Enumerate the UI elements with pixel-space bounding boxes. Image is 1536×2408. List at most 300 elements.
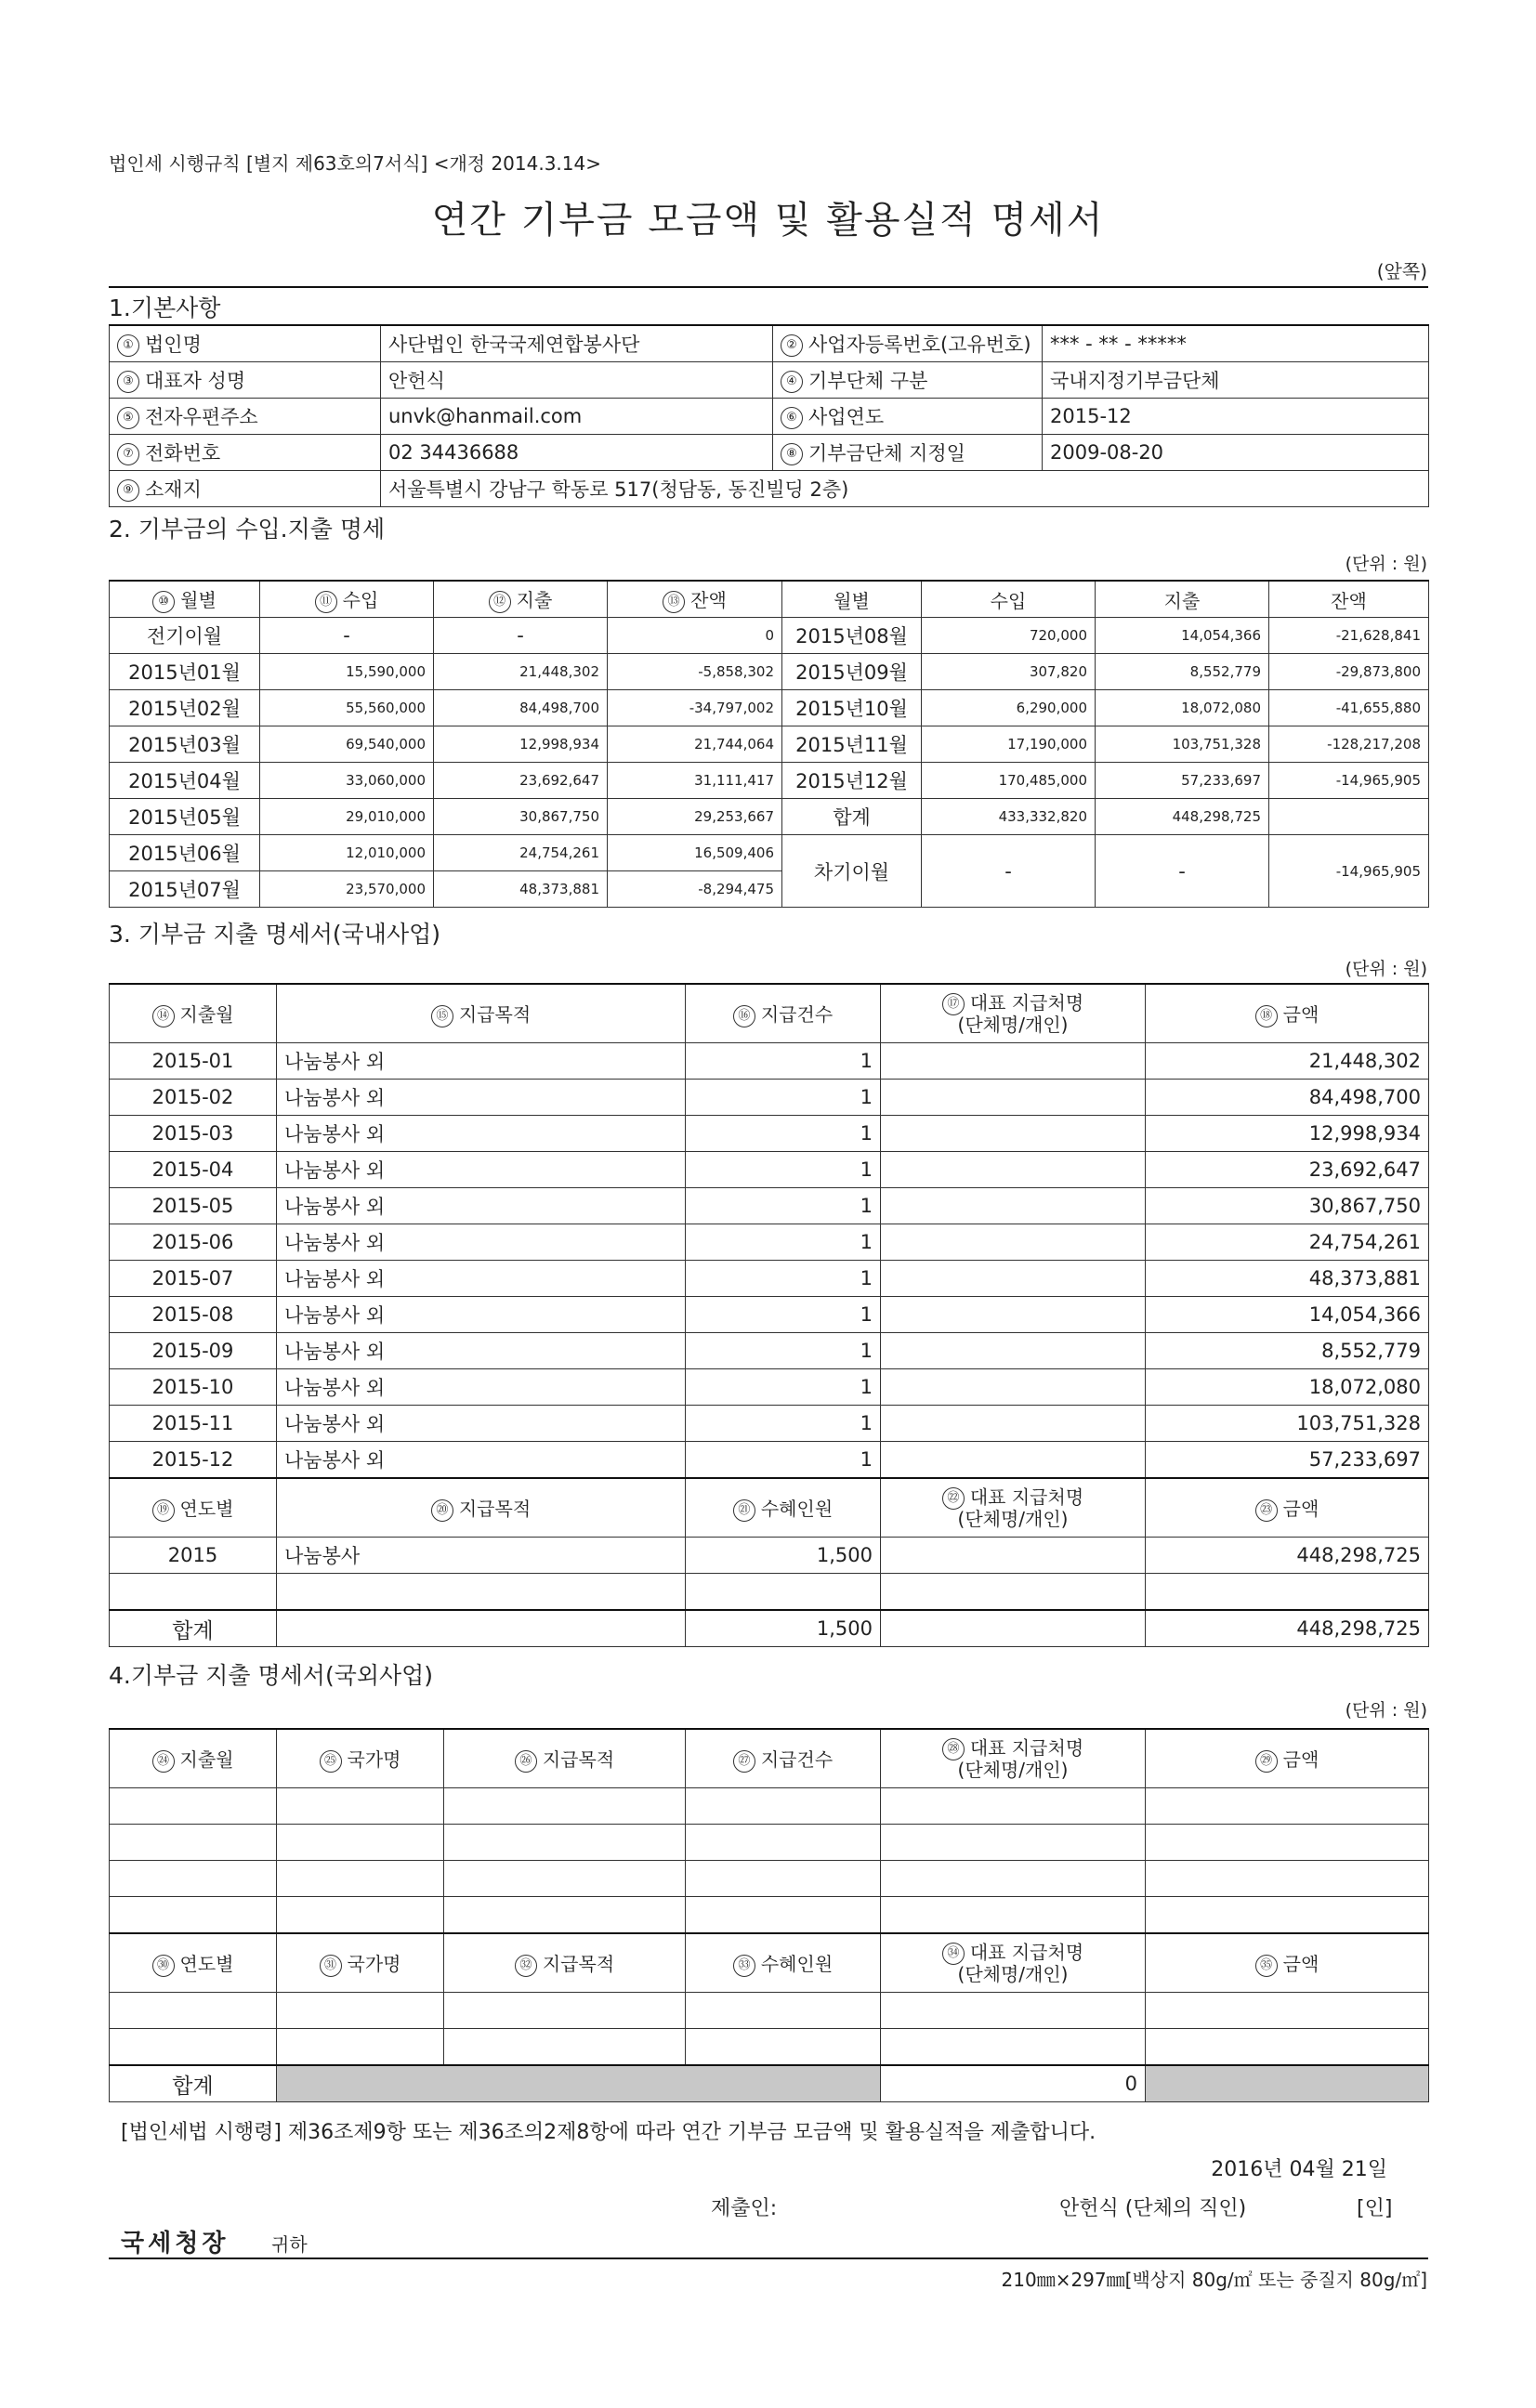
recipient: 국세청장 bbox=[121, 2230, 230, 2258]
balance-cell: -14,965,905 bbox=[1269, 763, 1429, 799]
item-number-icon: ⑰ bbox=[942, 993, 965, 1015]
month-cell: 2015년09월 bbox=[782, 654, 922, 690]
expense-cell: 21,448,302 bbox=[434, 654, 608, 690]
item-number-icon: ㉟ bbox=[1255, 1955, 1278, 1977]
submission-date: 2016년 04월 21일 bbox=[1211, 2158, 1387, 2181]
balance-cell: -5,858,302 bbox=[608, 654, 782, 690]
column-header bbox=[1146, 1478, 1429, 1538]
column-header bbox=[608, 581, 782, 618]
empty-cell bbox=[686, 1574, 881, 1611]
amount-cell: 18,072,080 bbox=[1146, 1369, 1429, 1406]
income-expense-table bbox=[109, 580, 1429, 908]
empty-cell bbox=[444, 1993, 686, 2029]
empty-cell bbox=[881, 1788, 1146, 1825]
header-label: 수입 bbox=[342, 589, 379, 612]
empty-cell bbox=[881, 1610, 1146, 1647]
amount-cell: 30,867,750 bbox=[1146, 1188, 1429, 1224]
item-number-icon: ⑩ bbox=[152, 591, 175, 613]
column-header bbox=[922, 581, 1096, 618]
empty-cell bbox=[686, 1825, 881, 1861]
empty-cell bbox=[277, 1610, 686, 1647]
header-label: 대표 지급처명 bbox=[969, 991, 1084, 1014]
table-row bbox=[110, 690, 1429, 726]
purpose-cell: 나눔봉사 외 bbox=[277, 1369, 686, 1406]
count-cell: 1 bbox=[686, 1297, 881, 1333]
total-people-cell: 0 bbox=[881, 2065, 1146, 2102]
section2-heading: 2. 기부금의 수입.지출 명세 bbox=[109, 516, 386, 543]
empty-cell bbox=[444, 1861, 686, 1897]
purpose-cell: 나눔봉사 외 bbox=[277, 1261, 686, 1297]
amount-cell: 23,692,647 bbox=[1146, 1152, 1429, 1188]
header-label: 수입 bbox=[990, 589, 1027, 612]
amount-cell: 8,552,779 bbox=[1146, 1333, 1429, 1369]
item-number-icon: ⑤ bbox=[117, 407, 139, 429]
amount-cell: 12,998,934 bbox=[1146, 1116, 1429, 1152]
column-header bbox=[110, 1933, 277, 1993]
amount-cell: 103,751,328 bbox=[1146, 1406, 1429, 1442]
table-row bbox=[110, 763, 1429, 799]
item-number-icon: ② bbox=[781, 334, 803, 357]
income-cell: 12,010,000 bbox=[260, 835, 434, 871]
table-row bbox=[110, 1369, 1429, 1406]
month-cell: 2015년02월 bbox=[110, 690, 260, 726]
balance-cell: 31,111,417 bbox=[608, 763, 782, 799]
empty-cell bbox=[1146, 1788, 1429, 1825]
field-value: 국내지정기부금단체 bbox=[1043, 362, 1429, 399]
month-cell: 2015년10월 bbox=[782, 690, 922, 726]
month-cell: 2015-03 bbox=[110, 1116, 277, 1152]
balance-cell bbox=[1269, 799, 1429, 835]
item-number-icon: ㉗ bbox=[733, 1750, 755, 1773]
column-header bbox=[1146, 1933, 1429, 1993]
field-value: 사단법인 한국국제연합봉사단 bbox=[381, 325, 773, 362]
payee-cell bbox=[881, 1152, 1146, 1188]
section4-unit: (단위 : 원) bbox=[1345, 1700, 1427, 1721]
balance-cell: -21,628,841 bbox=[1269, 618, 1429, 654]
amount-cell: 21,448,302 bbox=[1146, 1043, 1429, 1080]
balance-cell: -29,873,800 bbox=[1269, 654, 1429, 690]
amount-cell: 14,054,366 bbox=[1146, 1297, 1429, 1333]
empty-cell bbox=[277, 1825, 444, 1861]
purpose-cell: 나눔봉사 외 bbox=[277, 1188, 686, 1224]
empty-row bbox=[110, 1825, 1429, 1861]
balance-cell: 29,253,667 bbox=[608, 799, 782, 835]
balance-cell: 16,509,406 bbox=[608, 835, 782, 871]
field-label bbox=[773, 325, 1043, 362]
shaded-cell bbox=[1146, 2065, 1429, 2102]
income-cell: 23,570,000 bbox=[260, 871, 434, 908]
empty-cell bbox=[686, 1897, 881, 1934]
purpose-cell: 나눔봉사 외 bbox=[277, 1080, 686, 1116]
month-cell: 2015년06월 bbox=[110, 835, 260, 871]
column-header bbox=[277, 984, 686, 1043]
header-label: 지출월 bbox=[179, 1003, 234, 1027]
payee-cell bbox=[881, 1442, 1146, 1479]
empty-cell bbox=[881, 1897, 1146, 1934]
income-cell: 720,000 bbox=[922, 618, 1096, 654]
carry-expense-cell: - bbox=[1096, 835, 1269, 908]
field-value: 02 34436688 bbox=[381, 435, 773, 471]
table-row bbox=[110, 1188, 1429, 1224]
item-number-icon: ㉖ bbox=[515, 1750, 537, 1773]
item-number-icon: ⑦ bbox=[117, 443, 139, 465]
total-amount-cell: 448,298,725 bbox=[1146, 1610, 1429, 1647]
income-cell: 55,560,000 bbox=[260, 690, 434, 726]
month-cell: 2015-07 bbox=[110, 1261, 277, 1297]
empty-cell bbox=[110, 2029, 277, 2066]
header-label: 월별 bbox=[180, 589, 217, 612]
purpose-cell: 나눔봉사 외 bbox=[277, 1297, 686, 1333]
amount-cell: 448,298,725 bbox=[1146, 1538, 1429, 1574]
field-label bbox=[110, 362, 381, 399]
empty-cell bbox=[686, 1861, 881, 1897]
field-label bbox=[773, 362, 1043, 399]
month-cell: 2015-10 bbox=[110, 1369, 277, 1406]
payee-cell bbox=[881, 1538, 1146, 1574]
payee-cell bbox=[881, 1369, 1146, 1406]
amount-cell: 48,373,881 bbox=[1146, 1261, 1429, 1297]
item-number-icon: ㉜ bbox=[515, 1955, 537, 1977]
month-cell: 2015년04월 bbox=[110, 763, 260, 799]
table-row bbox=[110, 654, 1429, 690]
empty-cell bbox=[277, 2029, 444, 2066]
section4-heading: 4.기부금 지출 명세서(국외사업) bbox=[109, 1662, 434, 1689]
purpose-cell: 나눔봉사 외 bbox=[277, 1224, 686, 1261]
header-label: 법인명 bbox=[145, 334, 202, 356]
header-sublabel: (단체명/개인) bbox=[957, 1963, 1069, 1985]
month-cell: 2015-06 bbox=[110, 1224, 277, 1261]
total-label: 합계 bbox=[110, 1610, 277, 1647]
column-header bbox=[434, 581, 608, 618]
paper-spec: 210㎜×297㎜[백상지 80g/㎡ 또는 중질지 80g/㎡] bbox=[1001, 2269, 1427, 2291]
income-cell: 15,590,000 bbox=[260, 654, 434, 690]
column-header bbox=[1146, 1729, 1429, 1788]
expense-cell: 48,373,881 bbox=[434, 871, 608, 908]
item-number-icon: ⑯ bbox=[733, 1005, 755, 1027]
total-label: 합계 bbox=[110, 2065, 277, 2102]
recipient-suffix: 귀하 bbox=[271, 2233, 308, 2256]
empty-cell bbox=[1146, 1574, 1429, 1611]
table-row bbox=[110, 1116, 1429, 1152]
empty-row bbox=[110, 1788, 1429, 1825]
field-label bbox=[110, 435, 381, 471]
total-row bbox=[110, 1610, 1429, 1647]
submitter-name: 안헌식 (단체의 직인) bbox=[1059, 2197, 1247, 2220]
table-row bbox=[110, 726, 1429, 763]
item-number-icon: ⑳ bbox=[431, 1499, 453, 1522]
month-cell: 2015-08 bbox=[110, 1297, 277, 1333]
income-cell: 69,540,000 bbox=[260, 726, 434, 763]
column-header bbox=[782, 581, 922, 618]
expense-cell: 448,298,725 bbox=[1096, 799, 1269, 835]
header-label: 잔액 bbox=[1331, 589, 1367, 612]
table-row bbox=[110, 835, 1429, 871]
header-label: 대표 지급처명 bbox=[969, 1485, 1084, 1509]
empty-cell bbox=[881, 1825, 1146, 1861]
header-label: 지급건수 bbox=[760, 1748, 834, 1772]
item-number-icon: ㉘ bbox=[942, 1738, 965, 1760]
section2-unit: (단위 : 원) bbox=[1345, 554, 1427, 574]
carry-income-cell: - bbox=[922, 835, 1096, 908]
basic-info-row bbox=[110, 399, 1429, 435]
item-number-icon: ⑭ bbox=[152, 1005, 175, 1027]
count-cell: 1 bbox=[686, 1080, 881, 1116]
empty-cell bbox=[686, 1993, 881, 2029]
column-header bbox=[277, 1478, 686, 1538]
item-number-icon: ㉑ bbox=[733, 1499, 755, 1522]
year-cell: 2015 bbox=[110, 1538, 277, 1574]
count-cell: 1 bbox=[686, 1116, 881, 1152]
column-header bbox=[444, 1933, 686, 1993]
column-header bbox=[110, 1729, 277, 1788]
income-cell: 307,820 bbox=[922, 654, 1096, 690]
balance-cell: -34,797,002 bbox=[608, 690, 782, 726]
shaded-cell bbox=[277, 2065, 881, 2102]
payee-cell bbox=[881, 1224, 1146, 1261]
month-cell: 2015년07월 bbox=[110, 871, 260, 908]
purpose-cell: 나눔봉사 외 bbox=[277, 1116, 686, 1152]
income-cell: 29,010,000 bbox=[260, 799, 434, 835]
column-header bbox=[1146, 984, 1429, 1043]
header-label: 지출월 bbox=[179, 1748, 234, 1772]
expense-cell: 8,552,779 bbox=[1096, 654, 1269, 690]
item-number-icon: ④ bbox=[781, 371, 803, 393]
empty-cell bbox=[277, 1897, 444, 1934]
column-header bbox=[686, 984, 881, 1043]
basic-info-table bbox=[109, 324, 1429, 507]
header-label: 기부단체 구분 bbox=[808, 370, 928, 392]
income-cell: 433,332,820 bbox=[922, 799, 1096, 835]
header-label: 사업자등록번호(고유번호) bbox=[808, 334, 1031, 356]
year-header-row bbox=[110, 1478, 1429, 1538]
basic-info-row bbox=[110, 325, 1429, 362]
column-header bbox=[277, 1933, 444, 1993]
header-label: 수혜인원 bbox=[760, 1498, 834, 1521]
empty-cell bbox=[277, 1574, 686, 1611]
amount-cell: 57,233,697 bbox=[1146, 1442, 1429, 1479]
empty-cell bbox=[277, 1993, 444, 2029]
header-label: 지출 bbox=[516, 589, 553, 612]
count-cell: 1 bbox=[686, 1442, 881, 1479]
payee-cell bbox=[881, 1043, 1146, 1080]
header-sublabel: (단체명/개인) bbox=[957, 1014, 1069, 1036]
purpose-cell: 나눔봉사 외 bbox=[277, 1406, 686, 1442]
empty-row bbox=[110, 1897, 1429, 1934]
purpose-cell: 나눔봉사 외 bbox=[277, 1152, 686, 1188]
item-number-icon: ⑫ bbox=[489, 591, 511, 613]
month-cell: 2015-09 bbox=[110, 1333, 277, 1369]
header-label: 연도별 bbox=[179, 1498, 234, 1521]
empty-row bbox=[110, 1574, 1429, 1611]
balance-cell: -41,655,880 bbox=[1269, 690, 1429, 726]
basic-info-row bbox=[110, 435, 1429, 471]
table-header-row bbox=[110, 1729, 1429, 1788]
field-label bbox=[773, 435, 1043, 471]
purpose-cell: 나눔봉사 bbox=[277, 1538, 686, 1574]
header-label: 지급목적 bbox=[458, 1498, 532, 1521]
header-label: 지출 bbox=[1163, 589, 1201, 612]
address-value: 서울특별시 강남구 학동로 517(청담동, 동진빌딩 2층) bbox=[381, 471, 1429, 507]
empty-cell bbox=[1146, 2029, 1429, 2066]
header-label: 사업연도 bbox=[808, 406, 885, 428]
month-cell: 2015-11 bbox=[110, 1406, 277, 1442]
empty-cell bbox=[110, 1825, 277, 1861]
payee-cell bbox=[881, 1406, 1146, 1442]
month-cell: 2015년12월 bbox=[782, 763, 922, 799]
item-number-icon: ㉚ bbox=[152, 1955, 175, 1977]
column-header bbox=[1269, 581, 1429, 618]
header-label: 전자우편주소 bbox=[145, 406, 258, 428]
carry-balance-cell: -14,965,905 bbox=[1269, 835, 1429, 908]
header-label: 잔액 bbox=[690, 589, 727, 612]
header-label: 지급목적 bbox=[542, 1748, 615, 1772]
count-cell: 1 bbox=[686, 1333, 881, 1369]
header-sublabel: (단체명/개인) bbox=[957, 1508, 1069, 1530]
empty-cell bbox=[110, 1861, 277, 1897]
item-number-icon: ⑪ bbox=[315, 591, 337, 613]
header-label: 기부금단체 지정일 bbox=[808, 442, 965, 465]
table-row bbox=[110, 799, 1429, 835]
item-number-icon: ⑬ bbox=[663, 591, 685, 613]
month-cell: 2015년11월 bbox=[782, 726, 922, 763]
empty-row bbox=[110, 2029, 1429, 2066]
table-row bbox=[110, 1080, 1429, 1116]
purpose-cell: 나눔봉사 외 bbox=[277, 1043, 686, 1080]
item-number-icon: ㉙ bbox=[1255, 1750, 1278, 1773]
empty-cell bbox=[1146, 1825, 1429, 1861]
payee-cell bbox=[881, 1333, 1146, 1369]
count-cell: 1 bbox=[686, 1188, 881, 1224]
payee-cell bbox=[881, 1297, 1146, 1333]
count-cell: 1 bbox=[686, 1369, 881, 1406]
month-cell: 2015년05월 bbox=[110, 799, 260, 835]
empty-cell bbox=[110, 1993, 277, 2029]
front-side-label: (앞쪽) bbox=[1376, 260, 1427, 282]
payee-cell bbox=[881, 1188, 1146, 1224]
empty-cell bbox=[444, 1788, 686, 1825]
month-cell: 전기이월 bbox=[110, 618, 260, 654]
table-row bbox=[110, 1152, 1429, 1188]
expense-cell: 103,751,328 bbox=[1096, 726, 1269, 763]
count-cell: 1 bbox=[686, 1224, 881, 1261]
header-label: 국가명 bbox=[347, 1953, 401, 1976]
overseas-expense-table bbox=[109, 1728, 1429, 2102]
header-label: 금액 bbox=[1282, 1498, 1319, 1521]
income-cell: 6,290,000 bbox=[922, 690, 1096, 726]
empty-cell bbox=[881, 2029, 1146, 2066]
empty-cell bbox=[110, 1897, 277, 1934]
empty-row bbox=[110, 1861, 1429, 1897]
field-value: 안헌식 bbox=[381, 362, 773, 399]
expense-cell: 30,867,750 bbox=[434, 799, 608, 835]
item-number-icon: ⑲ bbox=[152, 1499, 175, 1522]
column-header bbox=[1096, 581, 1269, 618]
header-label: 금액 bbox=[1282, 1003, 1319, 1027]
month-cell: 2015년08월 bbox=[782, 618, 922, 654]
count-cell: 1 bbox=[686, 1406, 881, 1442]
item-number-icon: ① bbox=[117, 334, 139, 357]
balance-cell: -128,217,208 bbox=[1269, 726, 1429, 763]
expense-cell: - bbox=[434, 618, 608, 654]
header-label: 대표 지급처명 bbox=[969, 1941, 1084, 1964]
basic-info-row bbox=[110, 362, 1429, 399]
field-value: 2009-08-20 bbox=[1043, 435, 1429, 471]
header-label: 지급건수 bbox=[760, 1003, 834, 1027]
seal-mark: [인] bbox=[1357, 2197, 1393, 2220]
month-cell: 2015-02 bbox=[110, 1080, 277, 1116]
item-number-icon: ⑧ bbox=[781, 443, 803, 465]
column-header bbox=[260, 581, 434, 618]
amount-cell: 84,498,700 bbox=[1146, 1080, 1429, 1116]
item-number-icon: ③ bbox=[117, 371, 139, 393]
header-label: 대표자 성명 bbox=[145, 370, 246, 392]
item-number-icon: ㉛ bbox=[320, 1955, 342, 1977]
amount-cell: 24,754,261 bbox=[1146, 1224, 1429, 1261]
empty-cell bbox=[444, 1897, 686, 1934]
address-row bbox=[110, 471, 1429, 507]
header-label: 국가명 bbox=[347, 1748, 401, 1772]
column-header bbox=[881, 1478, 1146, 1538]
count-cell: 1 bbox=[686, 1152, 881, 1188]
field-label bbox=[110, 399, 381, 435]
expense-cell: 18,072,080 bbox=[1096, 690, 1269, 726]
total-people-cell: 1,500 bbox=[686, 1610, 881, 1647]
table-row bbox=[110, 1333, 1429, 1369]
payee-cell bbox=[881, 1080, 1146, 1116]
item-number-icon: ⑨ bbox=[117, 479, 139, 502]
purpose-cell: 나눔봉사 외 bbox=[277, 1442, 686, 1479]
header-label: 지급목적 bbox=[542, 1953, 615, 1976]
legal-reference: 법인세 시행규칙 [별지 제63호의7서식] <개정 2014.3.14> bbox=[109, 152, 601, 175]
table-row bbox=[110, 1442, 1429, 1479]
empty-cell bbox=[1146, 1897, 1429, 1934]
expense-cell: 24,754,261 bbox=[434, 835, 608, 871]
item-number-icon: ⑱ bbox=[1255, 1005, 1278, 1027]
income-cell: 17,190,000 bbox=[922, 726, 1096, 763]
field-value: unvk@hanmail.com bbox=[381, 399, 773, 435]
domestic-expense-table bbox=[109, 983, 1429, 1647]
expense-cell: 57,233,697 bbox=[1096, 763, 1269, 799]
column-header bbox=[881, 984, 1146, 1043]
item-number-icon: ㉝ bbox=[733, 1955, 755, 1977]
month-cell: 합계 bbox=[782, 799, 922, 835]
people-cell: 1,500 bbox=[686, 1538, 881, 1574]
section3-heading: 3. 기부금 지출 명세서(국내사업) bbox=[109, 921, 441, 948]
empty-cell bbox=[110, 1788, 277, 1825]
carry-month-cell: 차기이월 bbox=[782, 835, 922, 908]
item-number-icon: ㉞ bbox=[942, 1943, 965, 1965]
income-cell: - bbox=[260, 618, 434, 654]
expense-cell: 84,498,700 bbox=[434, 690, 608, 726]
column-header bbox=[444, 1729, 686, 1788]
table-row bbox=[110, 1406, 1429, 1442]
table-row bbox=[110, 1261, 1429, 1297]
balance-cell: -8,294,475 bbox=[608, 871, 782, 908]
table-row bbox=[110, 1297, 1429, 1333]
empty-cell bbox=[881, 1574, 1146, 1611]
item-number-icon: ㉕ bbox=[320, 1750, 342, 1773]
balance-cell: 21,744,064 bbox=[608, 726, 782, 763]
item-number-icon: ⑮ bbox=[431, 1005, 453, 1027]
empty-cell bbox=[444, 1825, 686, 1861]
table-row bbox=[110, 618, 1429, 654]
empty-cell bbox=[277, 1861, 444, 1897]
item-number-icon: ⑥ bbox=[781, 407, 803, 429]
expense-cell: 12,998,934 bbox=[434, 726, 608, 763]
header-label: 수혜인원 bbox=[760, 1953, 834, 1976]
table-header-row bbox=[110, 581, 1429, 618]
expense-cell: 23,692,647 bbox=[434, 763, 608, 799]
